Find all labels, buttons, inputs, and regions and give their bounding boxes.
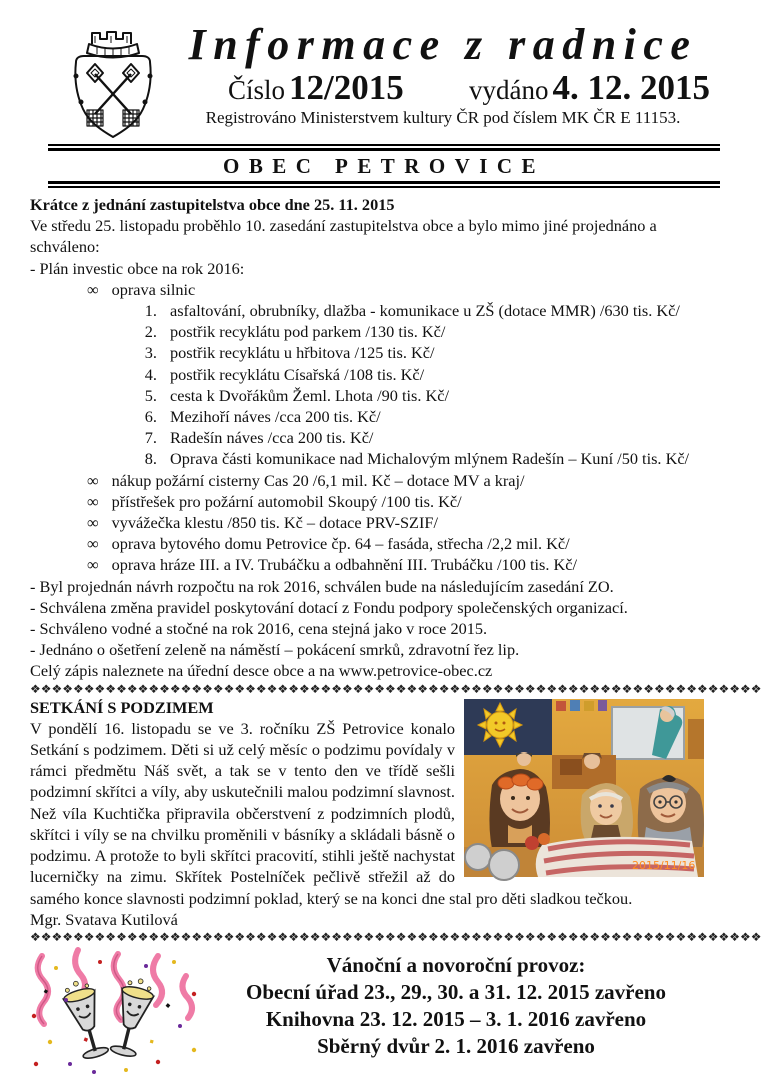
diamond-divider: ❖❖❖❖❖❖❖❖❖❖❖❖❖❖❖❖❖❖❖❖❖❖❖❖❖❖❖❖❖❖❖❖❖❖❖❖❖❖❖❖❖❖❖❖❖❖❖❖❖❖❖❖❖❖❖❖❖❖❖❖❖❖❖❖❖❖❖❖: [30, 929, 762, 944]
diamond-divider: ❖❖❖❖❖❖❖❖❖❖❖❖❖❖❖❖❖❖❖❖❖❖❖❖❖❖❖❖❖❖❖❖❖❖❖❖❖❖❖❖❖❖❖❖❖❖❖❖❖❖❖❖❖❖❖❖❖❖❖❖❖❖❖❖❖❖❖❖: [30, 681, 762, 696]
municipality-name: OBEC PETROVICE: [223, 154, 545, 178]
holiday-hours: [208, 946, 724, 1078]
infinity-bullet: ∞: [87, 491, 99, 511]
autumn-body: V pondělí 16. listopadu se ve 3. ročníku ZŠ Petrovice konalo Setkání s podzimem. Děti si už celý měsíc o podzimu povídaly v rámci předmětu Náš svět, a tak se v tento den ve třídě sešli podzimní skřítci a víly, aby uskutečnili malou podzimní slavnost. Než víla Kuchtička připravila občerstvení z podzimních plodů, skřítci i víly se na chvilku proměnili v básníky a skládali básně o podzimu. A protože to byli skřítci pracovití, stihli ještě nachystat lucerničky na zimu. Skřítek Postelníček pečlivě střežil až do samého konce slavnosti podzimní poklad, který se na konci dne stal pro děti sladkou tečkou.: [30, 718, 633, 908]
list-item: ∞ oprava hráze III. a IV. Trubáčku a odbahnění III. Trubáčku /100 tis. Kč/: [87, 555, 578, 575]
issue-label: Číslo: [228, 75, 286, 106]
registration-note: Registrováno Ministerstvem kultury ČR pod číslem MK ČR E 11153.: [205, 108, 681, 128]
roads-label: oprava silnic: [111, 279, 196, 299]
infinity-bullet: ∞: [87, 513, 99, 533]
issue-date-group: [469, 68, 710, 108]
list-item: ∞ oprava bytového domu Petrovice čp. 64 – fasáda, střecha /2,2 mil. Kč/: [87, 534, 570, 554]
infinity-bullet: ∞: [87, 470, 99, 490]
holiday-footer: [0, 946, 724, 1078]
issued-date: 4. 12. 2015: [552, 68, 710, 108]
issued-label: vydáno: [469, 75, 549, 106]
issue-number: 12/2015: [289, 68, 404, 108]
list-item: 8. Oprava části komunikace nad Michalovým mlýnem Radešín – Kuní /50 tis. Kč/: [144, 449, 690, 469]
newsletter-title: Informace z radnice: [188, 20, 698, 69]
autumn-heading: SETKÁNÍ S PODZIMEM: [30, 697, 214, 717]
plan-line: - Plán investic obce na rok 2016:: [30, 258, 245, 278]
council-note: - Schválena změna pravidel poskytování dotací z Fondu podpory společenských organizací.: [30, 597, 628, 617]
masthead-header: [0, 0, 724, 142]
list-item: ∞ přístřešek pro požární automobil Skoupý /100 tis. Kč/: [87, 491, 462, 511]
celebration-clipart-icon: [26, 946, 202, 1078]
signature: Mgr. Svatava Kutilová: [30, 909, 178, 929]
list-item: ∞ vyvážečka klestu /850 tis. Kč – dotace PRV-SZIF/: [87, 513, 438, 533]
infinity-bullet: ∞: [87, 279, 99, 299]
celebration-clipart-wrap: [0, 946, 208, 1078]
list-item: [30, 279, 704, 300]
list-item: 6. Mezihoří náves /cca 200 tis. Kč/: [144, 407, 381, 427]
list-item: 4. postřik recyklátu Císařská /108 tis. Kč/: [144, 364, 425, 384]
list-item: 5. cesta k Dvořákům Žeml. Lhota /90 tis. Kč/: [144, 385, 449, 405]
coat-of-arms-icon: [58, 24, 168, 146]
council-note: - Jednáno o ošetření zeleně na náměstí – pokácení smrků, zdravotní řez lip.: [30, 640, 520, 660]
issue-number-group: [228, 68, 404, 108]
title-block: [162, 22, 724, 128]
list-item: 2. postřik recyklátu pod parkem /130 tis. Kč/: [144, 322, 446, 342]
classroom-photo: [464, 699, 704, 877]
council-note: - Byl projednán návrh rozpočtu na rok 2016, schválen bude na následujícím zasedání ZO.: [30, 576, 614, 596]
council-heading: Krátce z jednání zastupitelstva obce dne 25. 11. 2015: [30, 195, 395, 214]
list-item: 7. Radešín náves /cca 200 tis. Kč/: [144, 428, 374, 448]
autumn-section: [30, 697, 704, 930]
list-item: ∞ nákup požární cisterny Cas 20 /6,1 mil. Kč – dotace MV a kraj/: [87, 470, 525, 490]
council-note: - Schváleno vodné a stočné na rok 2016, cena stejná jako v roce 2015.: [30, 619, 488, 639]
municipality-band: [48, 144, 720, 188]
council-closing: Celý zápis naleznete na úřední desce obce a na www.petrovice-obec.cz: [30, 661, 493, 681]
main-content: [30, 194, 762, 944]
list-item: 1. asfaltování, obrubníky, dlažba - komunikace u ZŠ (dotace MMR) /630 tis. Kč/: [144, 301, 680, 321]
infinity-bullet: ∞: [87, 555, 99, 575]
double-rule-bottom: [48, 181, 720, 188]
issue-line: [228, 68, 710, 108]
photo-date-stamp: 2015/11/16: [632, 858, 696, 872]
holiday-title: Vánoční a novoroční provoz:: [326, 952, 586, 977]
list-item: 3. postřik recyklátu u hřbitova /125 tis. Kč/: [144, 343, 435, 363]
council-intro: Ve středu 25. listopadu proběhlo 10. zasedání zastupitelstva obce a bylo mimo jiné projednáno a schváleno:: [30, 216, 657, 257]
holiday-line: Sběrný dvůr 2. 1. 2016 zavřeno: [317, 1033, 595, 1058]
holiday-line: Knihovna 23. 12. 2015 – 3. 1. 2016 zavřeno: [265, 1006, 647, 1031]
infinity-bullet: ∞: [87, 534, 99, 554]
holiday-line: Obecní úřad 23., 29., 30. a 31. 12. 2015 zavřeno: [246, 979, 666, 1004]
